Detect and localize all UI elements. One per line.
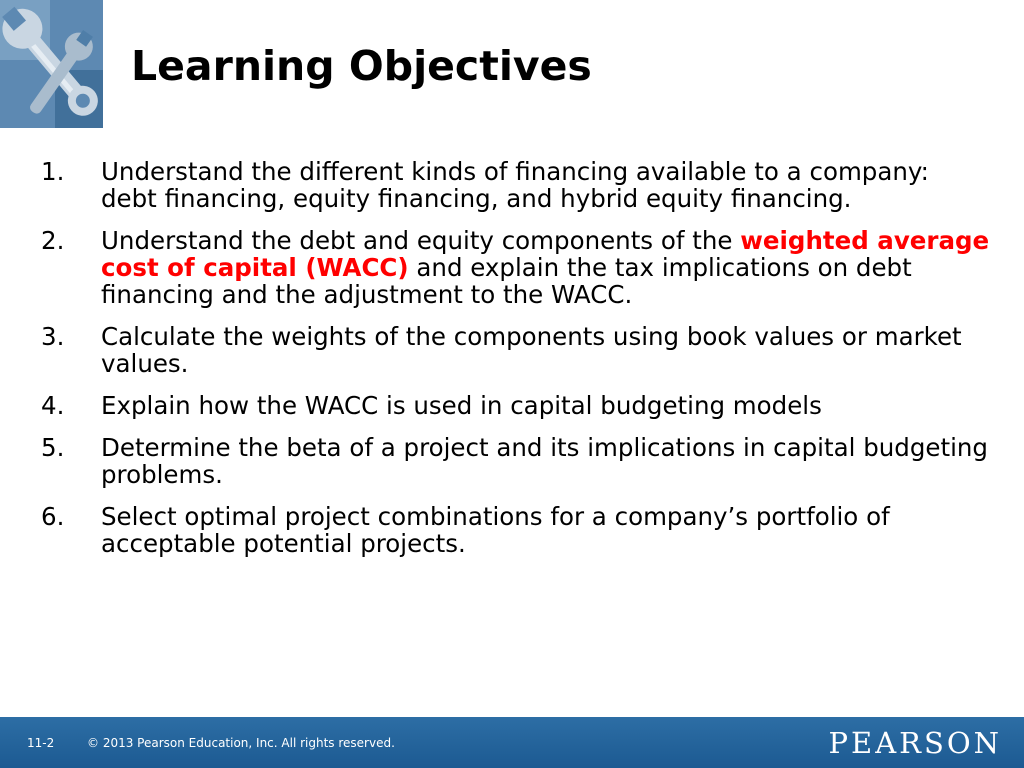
list-item (41, 392, 991, 419)
objectives-list (41, 158, 991, 572)
slide-title: Learning Objectives (131, 42, 592, 90)
list-item-text: Understand the different kinds of financing available to a company: debt financing, equity financing, and hybrid equity financing. (101, 157, 929, 213)
list-item (41, 434, 991, 488)
list-item-number: 4. (41, 391, 65, 420)
list-item-text: Determine the beta of a project and its implications in capital budgeting problems. (101, 433, 988, 489)
copyright-notice: © 2013 Pearson Education, Inc. All rights reserved. (87, 736, 395, 750)
wacc-highlight: weighted average cost of capital (WACC) (101, 226, 990, 282)
list-item-number: 2. (41, 226, 65, 255)
list-item (41, 323, 991, 377)
list-item-number: 5. (41, 433, 65, 462)
list-item-number: 6. (41, 502, 65, 531)
list-item-text: Calculate the weights of the components using book values or market values. (101, 322, 962, 378)
list-item (41, 158, 991, 212)
wrench-icon (0, 0, 103, 128)
pearson-logo: PEARSON (828, 726, 1002, 760)
list-item (41, 227, 991, 308)
list-item-text (101, 227, 991, 308)
list-item-text: Explain how the WACC is used in capital budgeting models (101, 391, 822, 420)
page-number: 11-2 (27, 736, 55, 750)
list-item-text-after: and explain the tax implications on debt financing and the adjustment to the WACC. (101, 253, 912, 309)
list-item-number: 3. (41, 322, 65, 351)
list-item-text-before: Understand the debt and equity components of the (101, 226, 741, 255)
list-item-text: Select optimal project combinations for a company’s portfolio of acceptable potential projects. (101, 502, 890, 558)
list-item-number: 1. (41, 157, 65, 186)
footer-bar (0, 717, 1024, 768)
list-item (41, 503, 991, 557)
